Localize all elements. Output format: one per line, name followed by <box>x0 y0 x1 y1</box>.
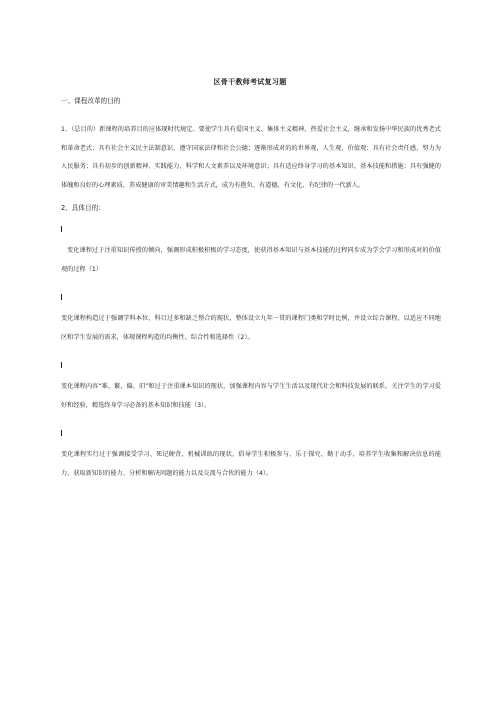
list-item-text: 变化课程实行过于强调接受学习、死记硬背、机械训练的现状，倡导学生积极参与、乐于探究、勤于动手，培养学生收集和解决信息的能力、获取新知识的能力、分析和解决问题的能力以及交流与合伙的能力（4）。 <box>61 451 441 477</box>
list-item <box>61 294 441 347</box>
list-item-text: 变化课程过于注重知识传授的倾向，强调形成积极积极的学习态度，使获得基本知识与基本技能的过程同步成为学会学习和形成对的价值观的过程（1） <box>61 247 441 273</box>
list-item <box>61 430 441 483</box>
list-item <box>61 226 441 279</box>
bullet-mark <box>61 362 62 368</box>
subheading-specific-goals: 2、具体目的： <box>61 204 105 212</box>
document-body <box>61 96 441 498</box>
bullet-mark <box>61 294 62 300</box>
list-item-text: 变化课程构造过于强调学科本位、科目过多和缺乏整合的现状，整体设立九年一贯的课程门类和学时比例，并设立综合课程，以适应不同地区和学生发展的需求，体现课程构造的均衡性、综合性和选择性（2）。 <box>61 315 441 341</box>
list-item-text: 变化课程内容“难、繁、偏、旧”和过于注重课本知识的现状，加强课程内容与学生生活以及现代社会和科技发展的联系，关注学生的学习爱好和经验，精选终身学习必备的基本知识和技能（3）。 <box>61 383 441 409</box>
paragraph-general-goal: 1、（总目的）新课程的培养目的应体现时代规定。要使学生具有爱国主义、集体主义精神，热爱社会主义，继承和发扬中华民族的优秀老式和革命老式；具有社会主义民主法制意识，遵守国家法律和社会公德；逐渐形成对的的世界观、人生观、价值观；具有社会责任感，努力为人民服务；具有初步的创新精神、实践能力、科学和人文素养以及环境意识；具有适应终身学习的基本知识、基本技能和措施；具有强健的体魄和良好的心理素质，养成健康的审美情趣和生活方式，成为有抱负、有道德、有文化、有纪律的一代新人。 <box>61 126 441 189</box>
list-item <box>61 362 441 415</box>
document-title: 区骨干教师考试复习题 <box>213 78 287 86</box>
section-heading: 一、课程改革的目的 <box>61 97 121 105</box>
bullet-mark <box>61 430 62 436</box>
bullet-mark <box>61 226 62 232</box>
